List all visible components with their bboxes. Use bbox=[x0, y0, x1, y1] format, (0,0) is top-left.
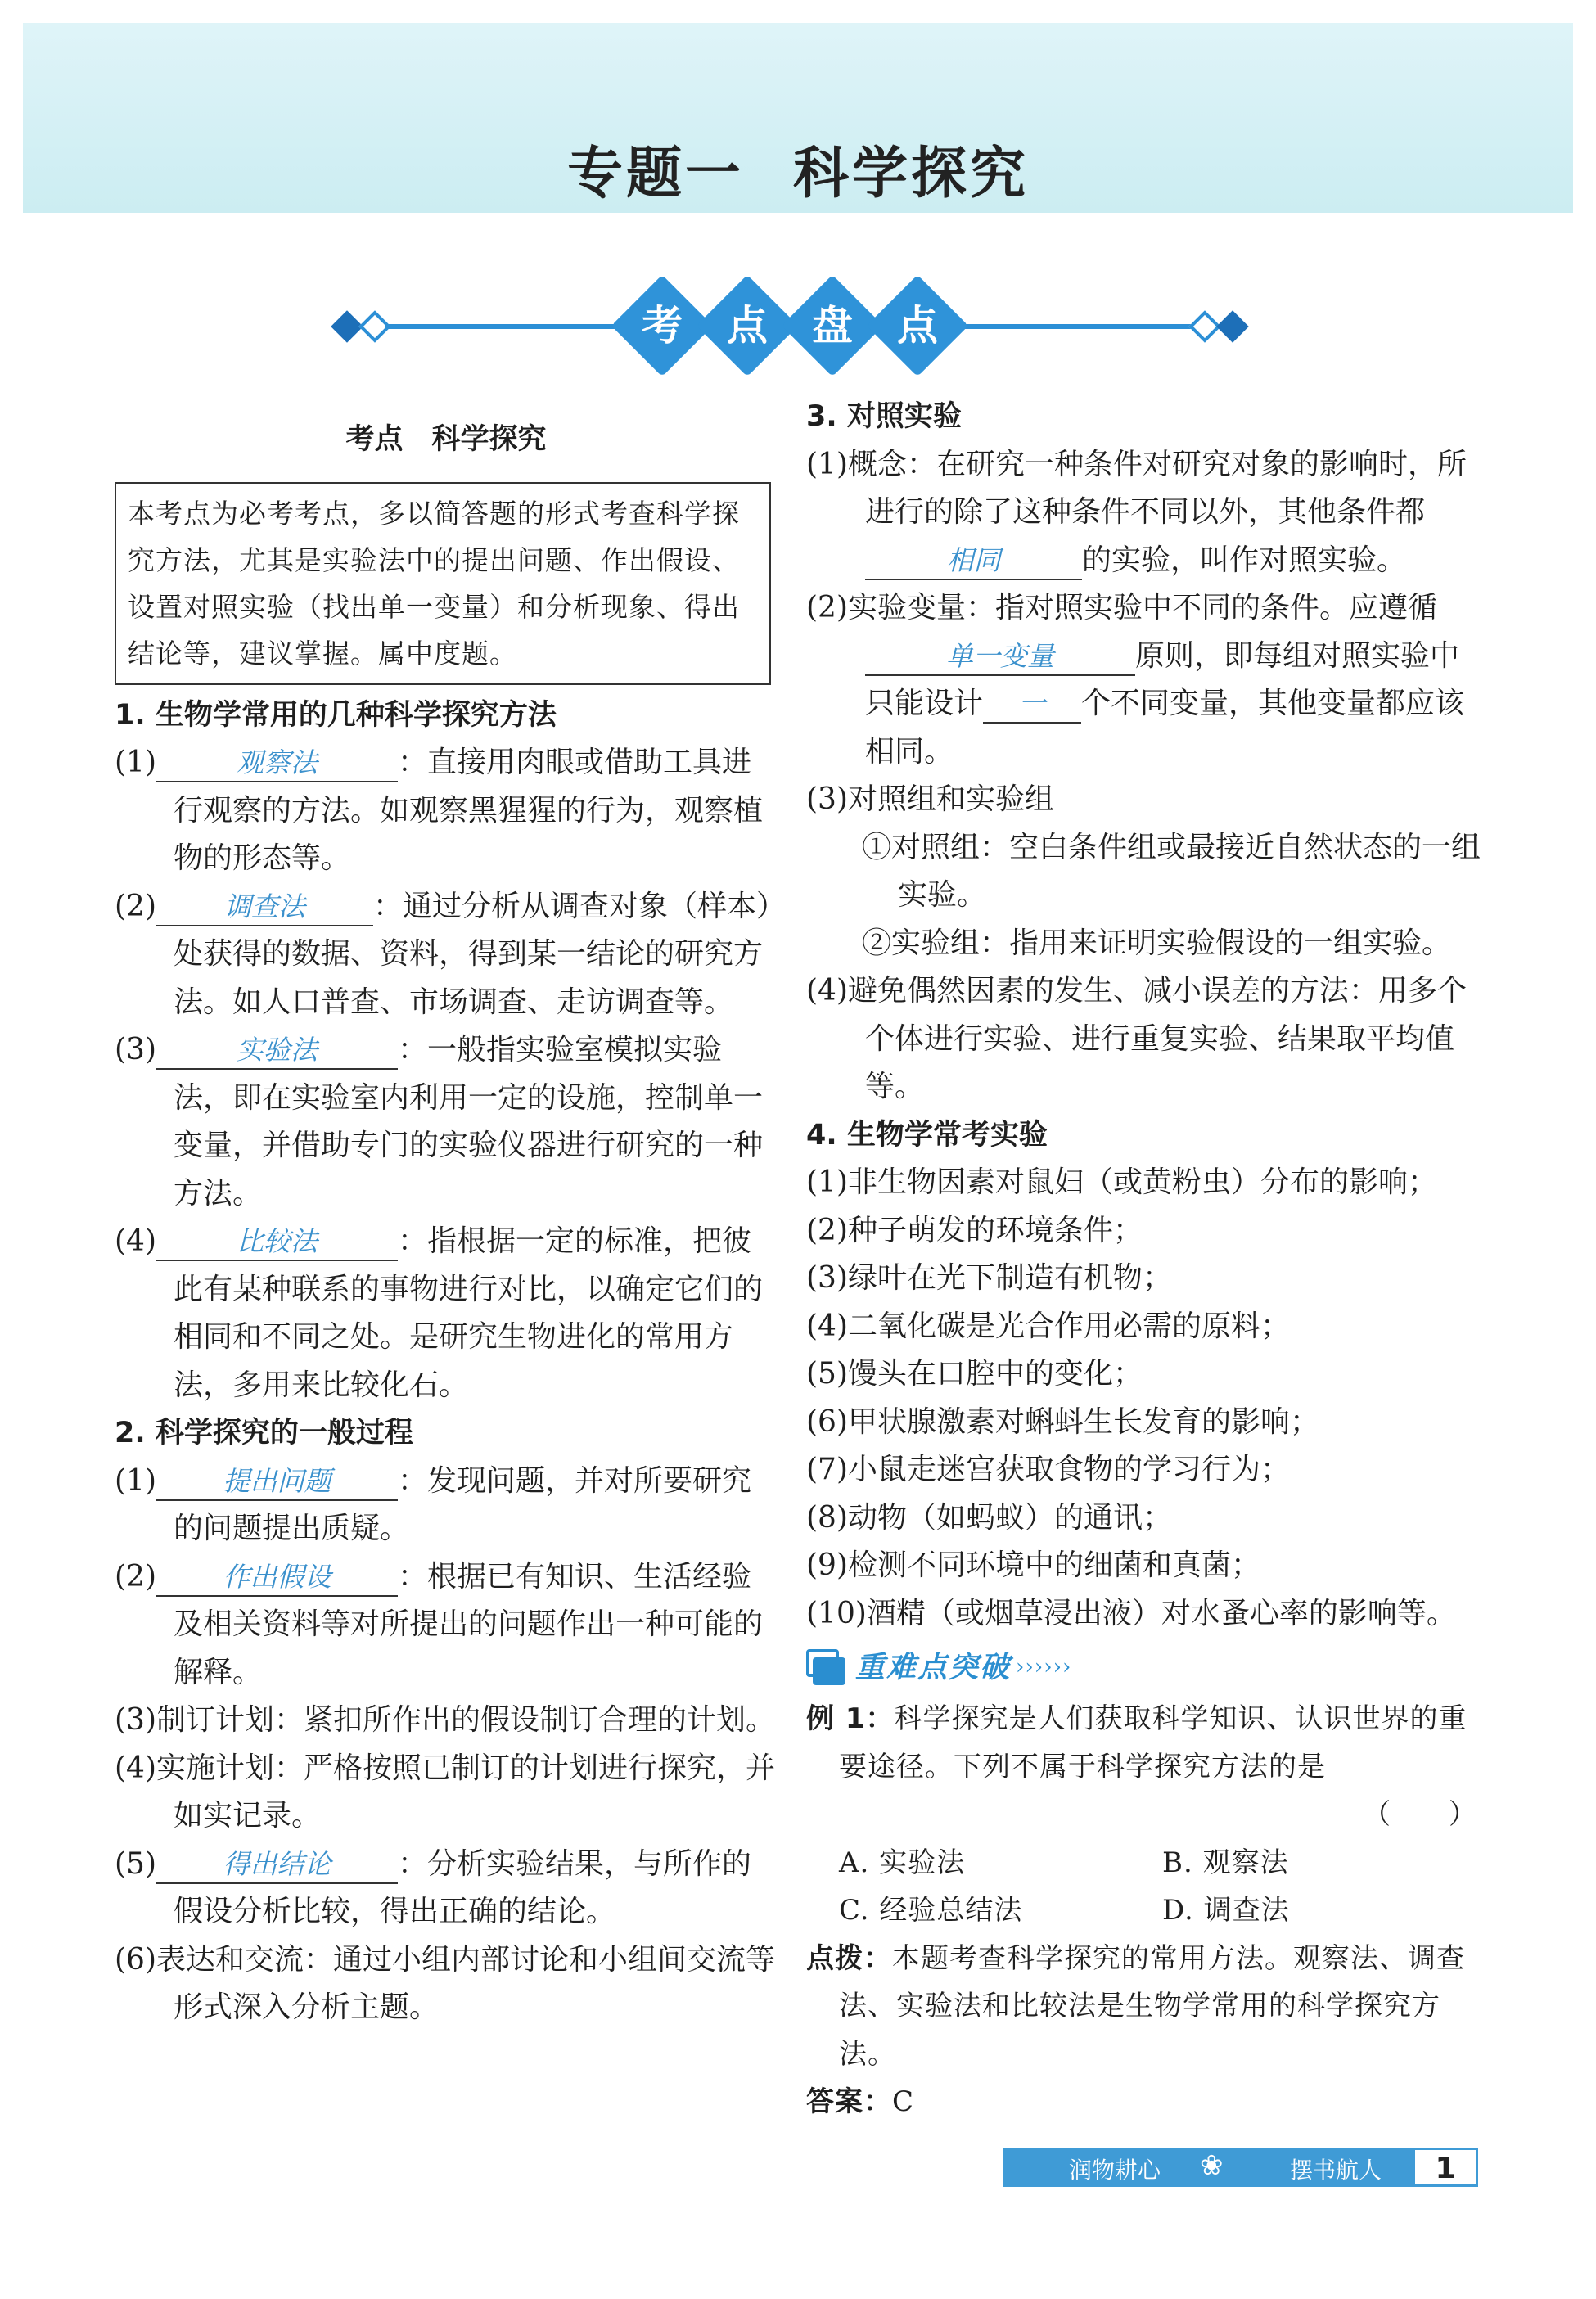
answer-blank: 实验法 bbox=[156, 1032, 398, 1070]
process-item: (1) 提出问题 ：发现问题，并对所要研究的问题提出质疑。 bbox=[115, 1463, 752, 1545]
experiment-item: (3)绿叶在光下制造有机物； bbox=[806, 1261, 1172, 1295]
experiment-item: (5)馒头在口腔中的变化； bbox=[806, 1357, 1143, 1391]
page-title: 专题一 科学探究 bbox=[566, 142, 1030, 206]
experiment-item: (2)种子萌发的环境条件； bbox=[806, 1213, 1143, 1247]
section-header-kaodian-pandian bbox=[336, 285, 1244, 367]
experiment-item: (6)甲状腺激素对蝌蚪生长发育的影响； bbox=[806, 1404, 1319, 1439]
left-column bbox=[115, 393, 778, 2032]
control-item: (1)概念：在研究一种条件对研究对象的影响时，所进行的除了这种条件不同以外，其他条件都相同 的实验，叫作对照实验。 bbox=[806, 441, 1486, 585]
answer-blank: 观察法 bbox=[156, 745, 398, 782]
header-tile: 盘 bbox=[782, 275, 883, 376]
experiment-item: (4)二氧化碳是光合作用必需的原料； bbox=[806, 1309, 1290, 1343]
diamond-icon bbox=[1216, 310, 1249, 343]
experiment-item: (10)酒精（或烟草浸出液）对水蚤心率的影响等。 bbox=[806, 1596, 1456, 1630]
experiment-item: (7)小鼠走迷宫获取食物的学习行为； bbox=[806, 1453, 1290, 1486]
experiment-item: (9)检测不同环境中的细菌和真菌； bbox=[806, 1548, 1260, 1582]
experiment-item: (8)动物（如蚂蚁）的通讯； bbox=[806, 1500, 1172, 1535]
header-line-right bbox=[949, 324, 1195, 329]
answer: 答案：C bbox=[806, 2085, 915, 2118]
section-1-title: 1. 生物学常用的几种科学探究方法 bbox=[115, 698, 557, 732]
options bbox=[806, 1839, 1486, 1935]
process-item: (4)实施计划：严格按照已制订的计划进行探究，并如实记录。 bbox=[115, 1751, 776, 1832]
method-item: (2) 调查法 ：通过分析从调查对象（样本）处获得的数据、资料，得到某一结论的研究方法。如人口普查、市场调查、走访调查等。 bbox=[115, 889, 772, 1019]
process-item: (3)制订计划：紧扣所作出的假设制订合理的计划。 bbox=[115, 1703, 776, 1737]
right-column bbox=[806, 393, 1486, 2126]
page-number: 1 bbox=[1413, 2148, 1478, 2187]
process-item: (5) 得出结论 ：分析实验结果，与所作的假设分析比较，得出正确的结论。 bbox=[115, 1846, 752, 1928]
method-item: (4) 比较法 ：指根据一定的标准，把彼此有某种联系的事物进行对比，以确定它们的相同和不同之处。是研究生物进化的常用方法，多用来比较化石。 bbox=[115, 1224, 764, 1402]
kaodian-title: 考点 科学探究 bbox=[345, 423, 547, 456]
footer-bar: 润物耕心 ❀ 摆书航人 1 bbox=[1003, 2148, 1478, 2187]
answer-blank: 比较法 bbox=[156, 1224, 398, 1261]
header-tile: 点 bbox=[697, 275, 798, 376]
lotus-icon: ❀ bbox=[1200, 2149, 1224, 2182]
answer-blank: 单一变量 bbox=[865, 638, 1135, 676]
header-tile: 考 bbox=[611, 275, 713, 376]
tip: 点拨：本题考查科学探究的常用方法。观察法、调查法、实验法和比较法是生物学常用的科学探究方法。 bbox=[806, 1941, 1465, 2071]
answer-blank: 得出结论 bbox=[156, 1846, 398, 1884]
title-banner bbox=[23, 23, 1573, 213]
experiment-item: (1)非生物因素对鼠妇（或黄粉虫）分布的影响； bbox=[806, 1165, 1437, 1199]
answer-blank: 作出假设 bbox=[156, 1559, 398, 1597]
section-2-title: 2. 科学探究的一般过程 bbox=[115, 1417, 413, 1449]
folder-icon bbox=[806, 1649, 845, 1685]
process-item: (2) 作出假设 ：根据已有知识、生活经验及相关资料等对所提出的问题作出一种可能的解释。 bbox=[115, 1559, 764, 1689]
control-subitem: ②实验组：指用来证明实验假设的一组实验。 bbox=[862, 926, 1452, 960]
option-b: B. 观察法 bbox=[1162, 1846, 1289, 1879]
answer-blank: 调查法 bbox=[156, 889, 373, 926]
method-item: (1) 观察法 ：直接用肉眼或借助工具进行观察的方法。如观察黑猩猩的行为，观察植物的形态等。 bbox=[115, 746, 764, 875]
header-tile: 点 bbox=[867, 275, 968, 376]
control-subitem: ①对照组：空白条件组或最接近自然状态的一组实验。 bbox=[862, 830, 1481, 912]
answer-blank: 提出问题 bbox=[156, 1463, 398, 1501]
header-line-left bbox=[385, 324, 630, 329]
control-item: (4)避免偶然因素的发生、减小误差的方法：用多个个体进行实验、进行重复实验、结果取平均值等。 bbox=[806, 974, 1468, 1103]
control-item: (3)对照组和实验组 bbox=[806, 782, 1055, 816]
answer-blank: 相同 bbox=[865, 543, 1082, 580]
method-item: (3) 实验法 ：一般指实验室模拟实验法，即在实验室内利用一定的设施，控制单一变量，并借助专门的实验仪器进行研究的一种方法。 bbox=[115, 1033, 764, 1210]
option-a: A. 实验法 bbox=[839, 1846, 966, 1879]
section-3-title: 3. 对照实验 bbox=[806, 400, 962, 433]
section-4-title: 4. 生物学常考实验 bbox=[806, 1118, 1048, 1152]
control-item: (2)实验变量：指对照实验中不同的条件。应遵循单一变量 原则，即每组对照实验中只能设计 一 个不同变量，其他变量都应该相同。 bbox=[806, 591, 1465, 769]
option-c: C. 经验总结法 bbox=[839, 1894, 1023, 1927]
option-d: D. 调查法 bbox=[1162, 1894, 1290, 1927]
answer-parentheses: （ ） bbox=[1363, 1798, 1477, 1831]
intro-box: 本考点为必考考点，多以简答题的形式考查科学探究方法，尤其是实验法中的提出问题、作出假设、设置对照实验（找出单一变量）和分析现象、得出结论等，建议掌握。属中度题。 bbox=[115, 482, 771, 685]
example-question: 例 1：科学探究是人们获取科学知识、认识世界的重要途径。下列不属于科学探究方法的是 （ ） A. 实验法 B. 观察法 C. 经验总结法 D. 调查法 点拨：本题考查科学探究的常用方法。观察法、调查法、实验法和比较法是生物学常用的科学探究方法。 答案：C bbox=[806, 1695, 1486, 2126]
answer-blank: 一 bbox=[983, 686, 1081, 724]
process-item: (6)表达和交流：通过小组内部讨论和小组间交流等形式深入分析主题。 bbox=[115, 1942, 776, 2024]
key-points-header: 重难点突破 ›››››› bbox=[806, 1644, 1486, 1690]
